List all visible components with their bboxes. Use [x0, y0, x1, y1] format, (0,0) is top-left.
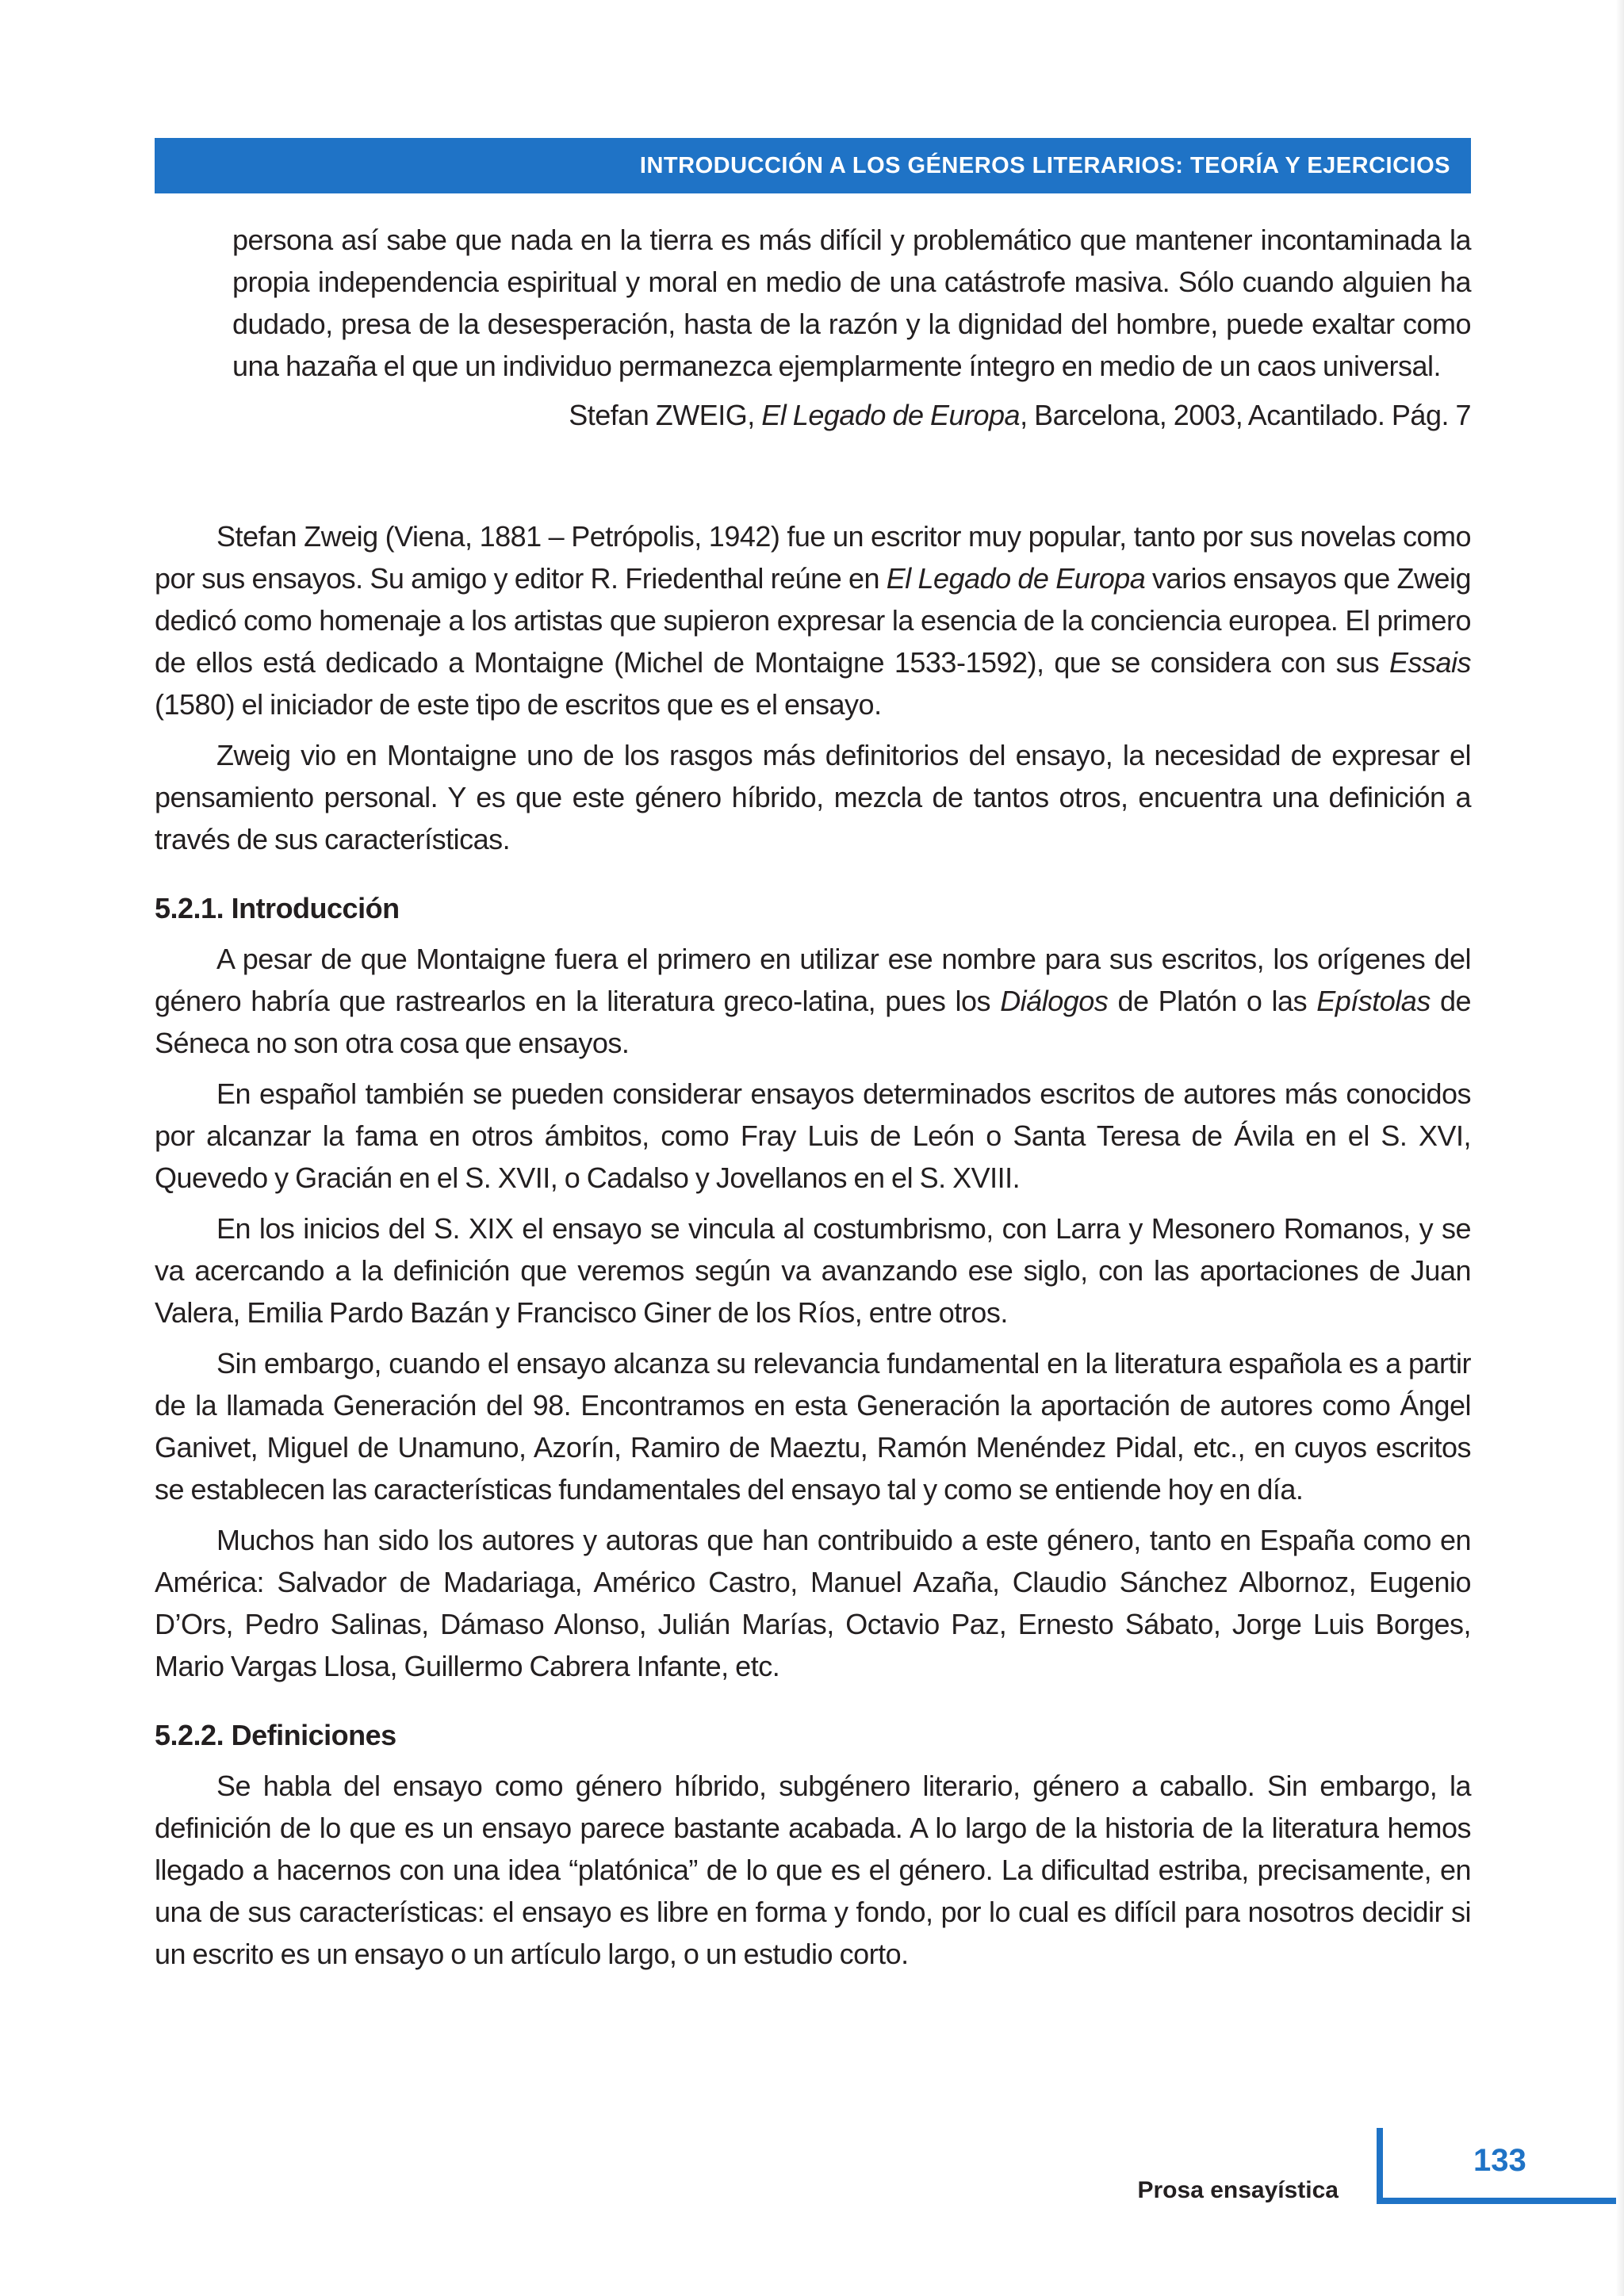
quote-citation [155, 394, 1471, 436]
intro-p1-text-c: varios ensayos que Zweig dedicó como homenaje a los artistas que supieron expresar la esencia de la conciencia europea. El primero de ellos está dedicado a Montaigne (Michel de Montaigne 1533-1592), que se considera con sus [155, 562, 1472, 679]
section1-paragraph-3: En los inicios del S. XIX el ensayo se vincula al costumbrismo, con Larra y Mesonero Romanos, y se va acercando a la definición que veremos según va avanzando ese siglo, con las aportaciones de Juan Valera, Emilia Pardo Bazán y Francisco Giner de los Ríos, entre otros. [155, 1212, 1471, 1329]
intro-p1-text-a: Stefan Zweig (Viena, 1881 – Petrópolis, 1942) fue un escritor muy popular, tanto por sus novelas como por sus ensayos. Su amigo y editor R. Friedenthal reúne en [155, 520, 1471, 595]
s1-p1-text-e: de Séneca no son otra cosa que ensayos. [155, 985, 1472, 1059]
header-band [155, 138, 1471, 193]
s1-p1-title-epistolas: Epístolas [1316, 985, 1431, 1017]
page-number: 133 [1473, 2143, 1526, 2178]
intro-p1-title-legado: El Legado de Europa [886, 562, 1146, 595]
section1-paragraph-2: En español también se pueden considerar ensayos determinados escritos de autores más conocidos por alcanzar la fama en otros ámbitos, como Fray Luis de León o Santa Teresa de Ávila en el S. XVI, Quevedo y Gracián en el S. XVII, o Cadalso y Jovellanos en el S. XVIII. [155, 1077, 1471, 1194]
intro-paragraph-2: Zweig vio en Montaigne uno de los rasgos más definitorios del ensayo, la necesidad de expresar el pensamiento personal. Y es que este género híbrido, mezcla de tantos otros, encuentra una definición a través de sus características. [155, 739, 1471, 855]
section-heading-introduccion: 5.2.1. Introducción [155, 892, 400, 924]
section1-paragraph-5: Muchos han sido los autores y autoras que han contribuido a este género, tanto en España como en América: Salvador de Madariaga, Américo Castro, Manuel Azaña, Claudio Sánchez Albornoz, Eugenio D’Ors, Pedro Salinas, Dámaso Alonso, Julián Marías, Octavio Paz, Ernesto Sábato, Jorge Luis Borges, Mario Vargas Llosa, Guillermo Cabrera Infante, etc. [155, 1524, 1471, 1682]
intro-p1-text-e: (1580) el iniciador de este tipo de escritos que es el ensayo. [155, 688, 882, 721]
section1-paragraph-4: Sin embargo, cuando el ensayo alcanza su relevancia fundamental en la literatura española es a partir de la llamada Generación del 98. Encontramos en esta Generación la aportación de autores como Ángel Ganivet, Miguel de Unamuno, Azorín, Ramiro de Maeztu, Ramón Menéndez Pidal, etc., en cuyos escritos se establecen las características fundamentales del ensayo tal y como se entiende hoy en día. [155, 1347, 1471, 1506]
section-heading-definiciones: 5.2.2. Definiciones [155, 1719, 396, 1751]
quote-text: persona así sabe que nada en la tierra es más difícil y problemático que mantener incontaminada la propia independencia espiritual y moral en medio de una catástrofe masiva. Sólo cuando alguien ha dudado, presa de la desesperación, hasta de la razón y la dignidad del hombre, puede exaltar como una hazaña el que un individuo permanezca ejemplarmente íntegro en medio de un caos universal. [232, 224, 1471, 382]
citation-details: , Barcelona, 2003, Acantilado. Pág. 7 [1020, 399, 1471, 431]
s1-p1-text-c: de Platón o las [1108, 985, 1317, 1017]
header-title: INTRODUCCIÓN A LOS GÉNEROS LITERARIOS: TEORÍA Y EJERCICIOS [639, 152, 1450, 178]
intro-paragraph-1 [155, 515, 1471, 725]
section1-paragraph-1 [155, 938, 1471, 1064]
intro-p1-title-essais: Essais [1388, 646, 1471, 679]
citation-separator: , [747, 399, 762, 431]
s1-p1-title-dialogos: Diálogos [1000, 985, 1109, 1017]
citation-author: Stefan ZWEIG [569, 399, 748, 431]
page-content [155, 219, 1471, 1975]
footer-section-label: Prosa ensayística [1137, 2177, 1339, 2203]
citation-work: El Legado de Europa [761, 399, 1021, 431]
section2-paragraph-1: Se habla del ensayo como género híbrido, subgénero literario, género a caballo. Sin embargo, la definición de lo que es un ensayo parece bastante acabada. A lo largo de la historia de la literatura hemos llegado a hacernos con una idea “platónica” de lo que es el género. La dificultad estriba, precisamente, en una de sus características: el ensayo es libre en forma y fondo, por lo cual es difícil para nosotros decidir si un escrito es un ensayo o un artículo largo, o un estudio corto. [155, 1770, 1471, 1970]
page-edge-shadow [1616, 0, 1624, 2296]
s1-p1-text-a: A pesar de que Montaigne fuera el primero en utilizar ese nombre para sus escritos, los orígenes del género habría que rastrearlos en la literatura greco-latina, pues los [155, 943, 1471, 1017]
